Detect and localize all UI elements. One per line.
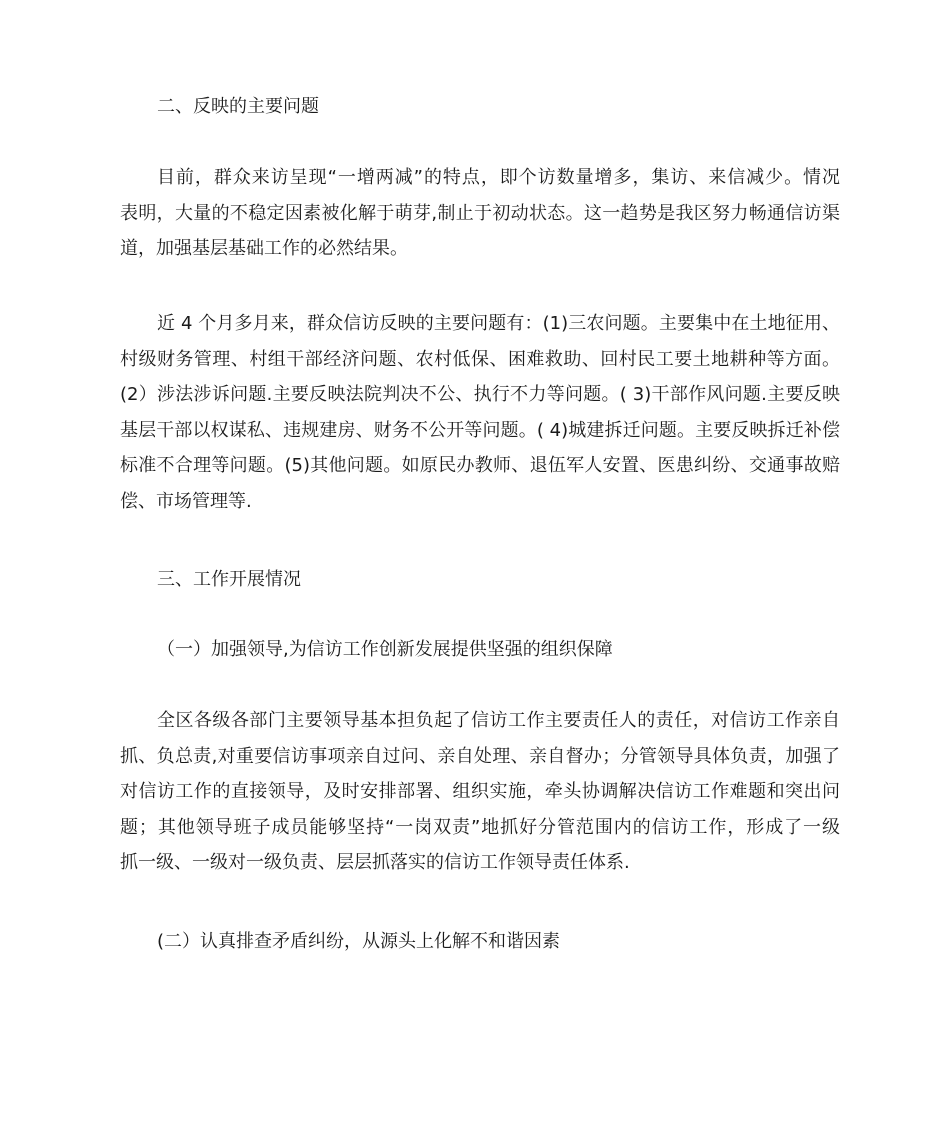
paragraph-3-line-1: 全区各级各部门主要领导基本担负起了信访工作主要责任人的责任，对信访工作亲自 — [157, 710, 840, 731]
paragraph-2-line-6: 偿、市场管理等. — [120, 490, 252, 512]
paragraph-1-line-1: 目前，群众来访呈现“一增两减”的特点，即个访数量增多，集访、来信减少。情况 — [157, 167, 840, 188]
subheading-2-text: (二）认真排查矛盾纠纷，从源头上化解不和谐因素 — [157, 931, 561, 952]
paragraph-2-line-4: 基层干部以权谋私、违规建房、财务不公开等问题。( 4)城建拆迁问题。主要反映拆迁补偿 — [120, 419, 840, 441]
paragraph-1-line-3: 道，加强基层基础工作的必然结果。 — [120, 238, 408, 259]
paragraph-2-line-1: 近 4 个月多月来，群众信访反映的主要问题有：(1)三农问题。主要集中在土地征用、 — [157, 313, 840, 334]
paragraph-2-line-2: 村级财务管理、村组干部经济问题、农村低保、困难救助、回村民工要土地耕种等方面。 — [120, 348, 840, 370]
paragraph-2-line-5: 标准不合理等问题。(5)其他问题。如原民办教师、退伍军人安置、医患纠纷、交通事故赔 — [120, 455, 840, 476]
subheading-2 — [120, 924, 840, 960]
paragraph-3-line-3: 对信访工作的直接领导，及时安排部署、组织实施，牵头协调解决信访工作难题和突出问 — [120, 781, 840, 802]
paragraph-3 — [120, 703, 840, 881]
paragraph-1 — [120, 160, 840, 267]
paragraph-2 — [120, 306, 840, 519]
section-heading-3 — [120, 562, 840, 598]
paragraph-2-line-3: (2）涉法涉诉问题.主要反映法院判决不公、执行不力等问题。( 3)干部作风问题.主要反映 — [120, 384, 840, 405]
subheading-1 — [120, 632, 840, 668]
paragraph-3-line-2: 抓、负总责,对重要信访事项亲自过问、亲自处理、亲自督办；分管领导具体负责，加强了 — [120, 745, 840, 767]
paragraph-3-line-4: 题；其他领导班子成员能够坚持“一岗双责”地抓好分管范围内的信访工作，形成了一级 — [120, 816, 840, 838]
section-heading-3-text: 三、工作开展情况 — [157, 569, 301, 590]
paragraph-3-line-5: 抓一级、一级对一级负责、层层抓落实的信访工作领导责任体系. — [120, 852, 630, 873]
section-heading-2 — [120, 89, 840, 125]
section-heading-2-text: 二、反映的主要问题 — [157, 96, 319, 117]
paragraph-1-line-2: 表明，大量的不稳定因素被化解于萌芽,制止于初动状态。这一趋势是我区努力畅通信访渠 — [120, 202, 840, 224]
subheading-1-text: （一）加强领导,为信访工作创新发展提供坚强的组织保障 — [157, 639, 613, 660]
